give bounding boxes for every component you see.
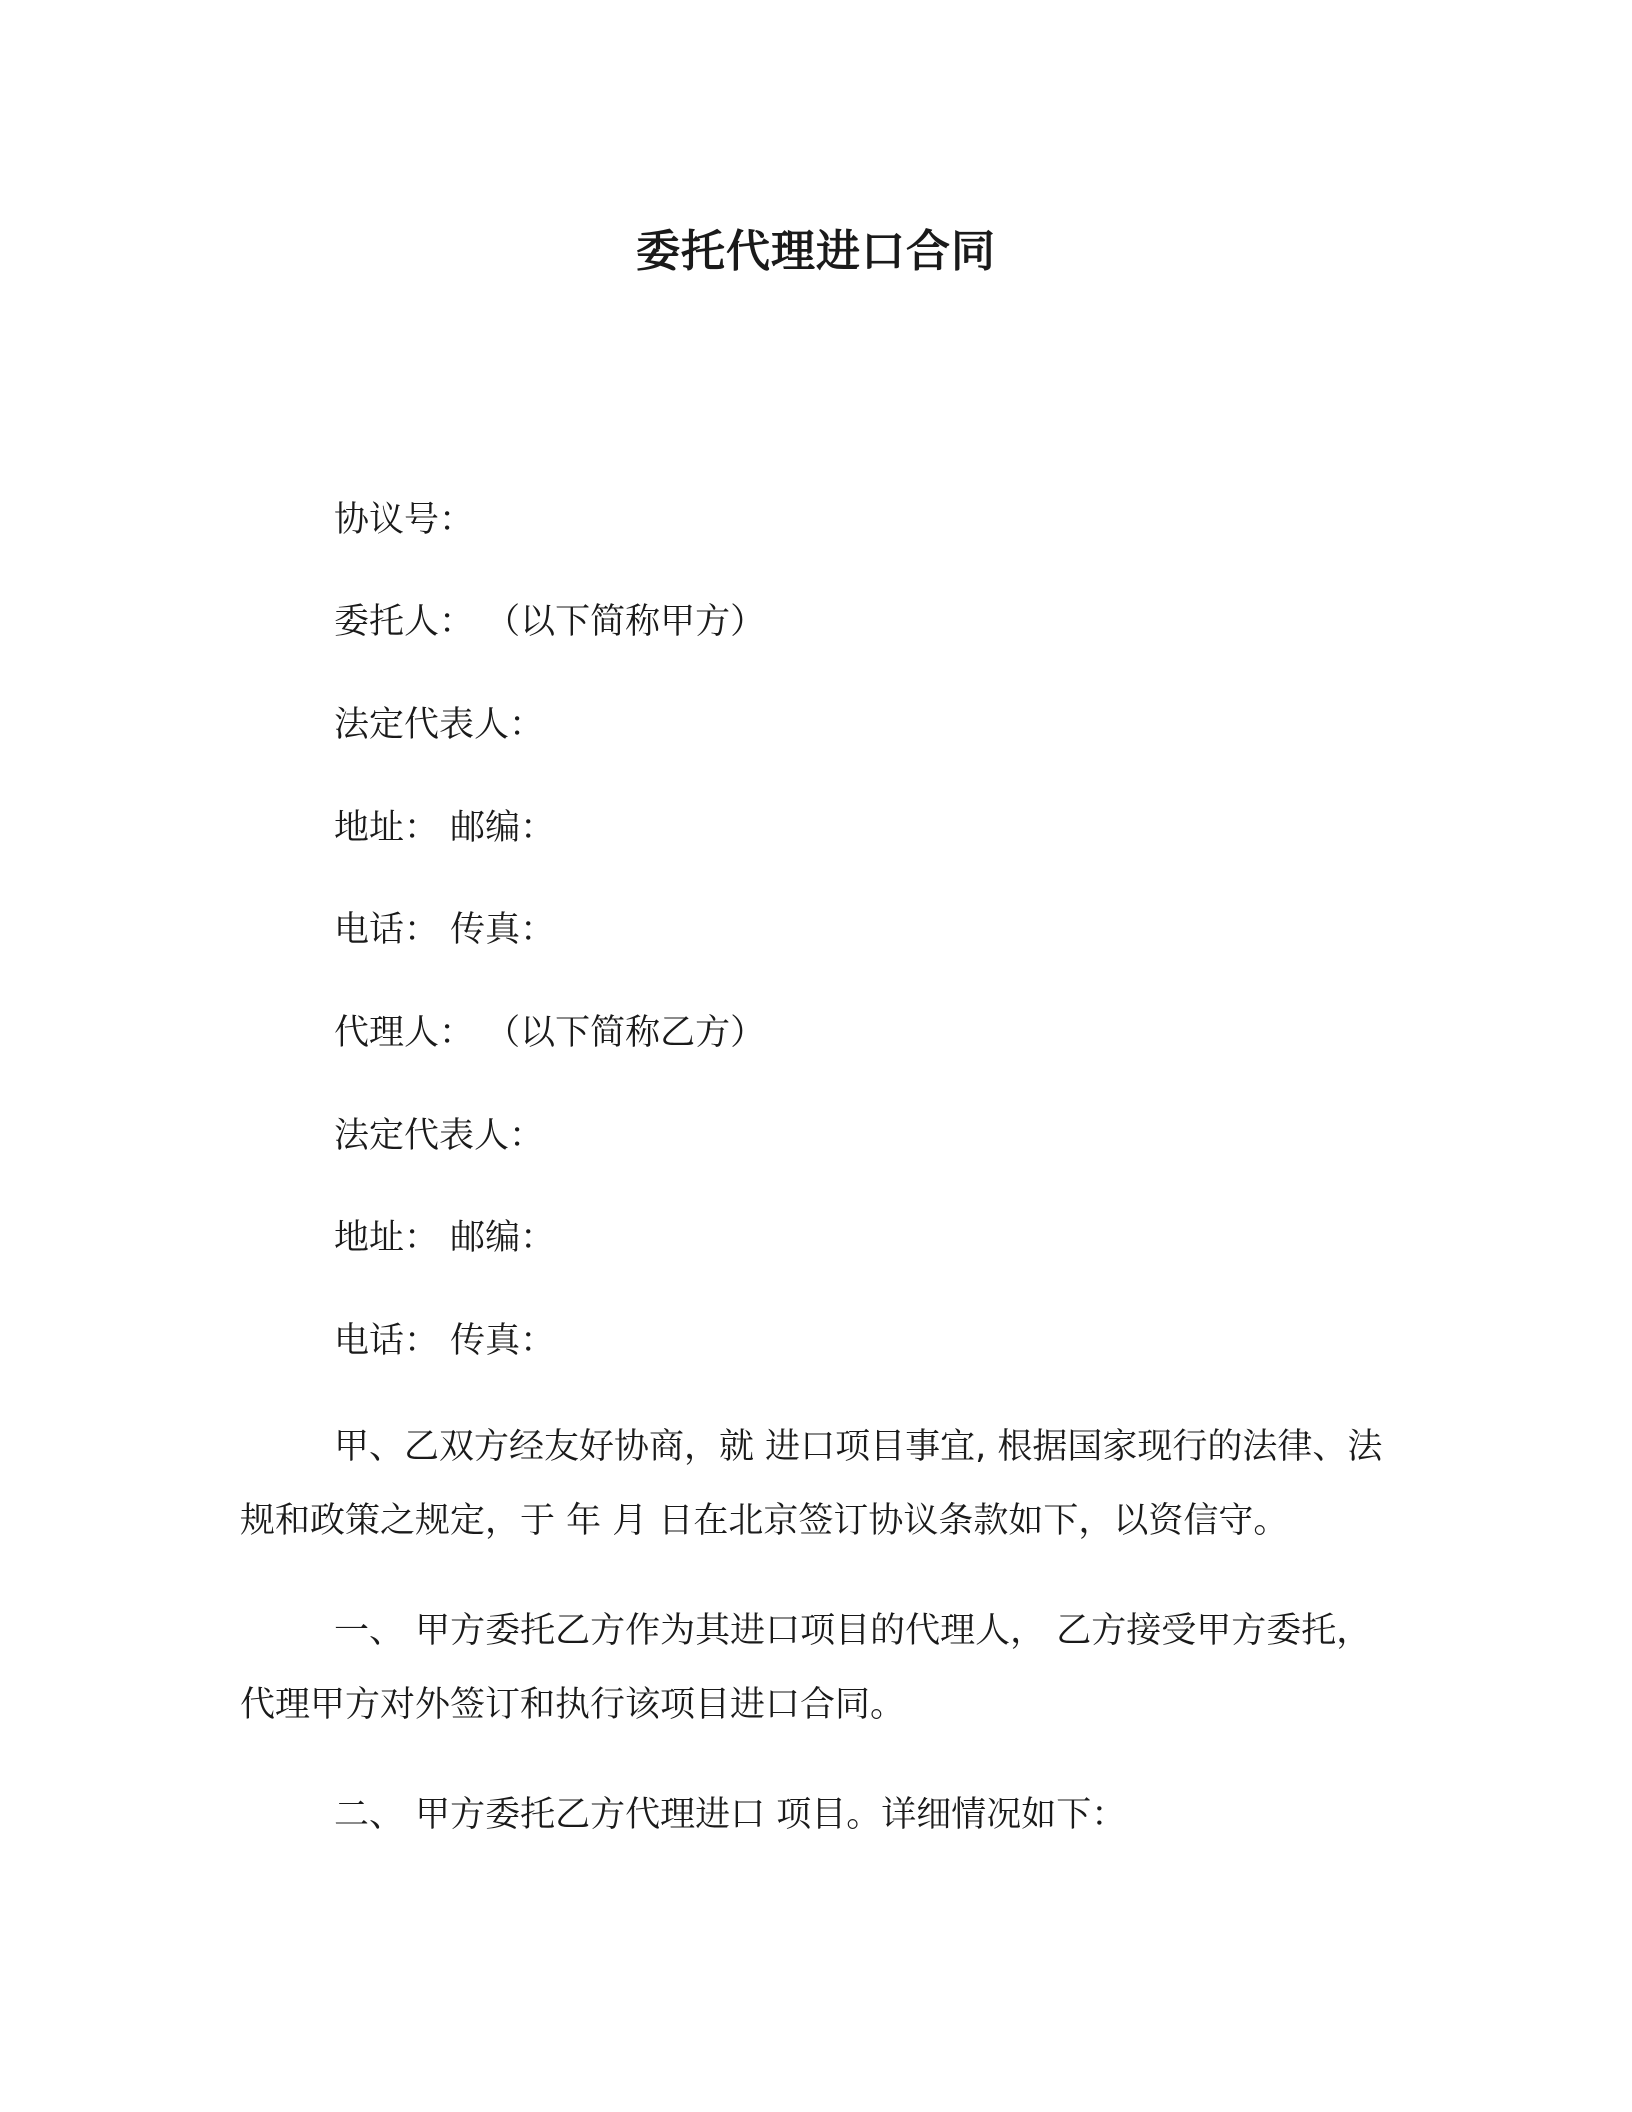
principal-field: 委托人： （以下简称甲方） [334, 602, 766, 642]
agreement-number-field: 协议号： [334, 500, 475, 540]
agent-legal-rep-field: 法定代表人： [334, 1116, 545, 1156]
intro-paragraph [240, 1410, 1390, 1558]
intro-paragraph-text: 甲、乙双方经友好协商，就 进口项目事宜, 根据国家现行的法律、法规和政策之规定，于 年 月 日在北京签订协议条款如下，以资信守。 [240, 1427, 1383, 1541]
principal-legal-rep-field: 法定代表人： [334, 705, 545, 745]
document-title: 委托代理进口合同 [636, 226, 996, 277]
principal-phone-field: 电话： 传真： [334, 910, 556, 950]
clause-one-paragraph [240, 1594, 1390, 1742]
clause-one-text: 一、 甲方委托乙方作为其进口项目的代理人， 乙方接受甲方委托，代理甲方对外签订和执行该项目进口合同。 [240, 1611, 1372, 1725]
agent-field: 代理人： （以下简称乙方） [334, 1013, 766, 1053]
principal-address-field: 地址： 邮编： [334, 808, 556, 848]
clause-two-text: 二、 甲方委托乙方代理进口 项目。详细情况如下： [334, 1795, 1127, 1835]
agent-phone-field: 电话： 传真： [334, 1321, 556, 1361]
agent-address-field: 地址： 邮编： [334, 1218, 556, 1258]
clause-two-paragraph [240, 1778, 1390, 1852]
